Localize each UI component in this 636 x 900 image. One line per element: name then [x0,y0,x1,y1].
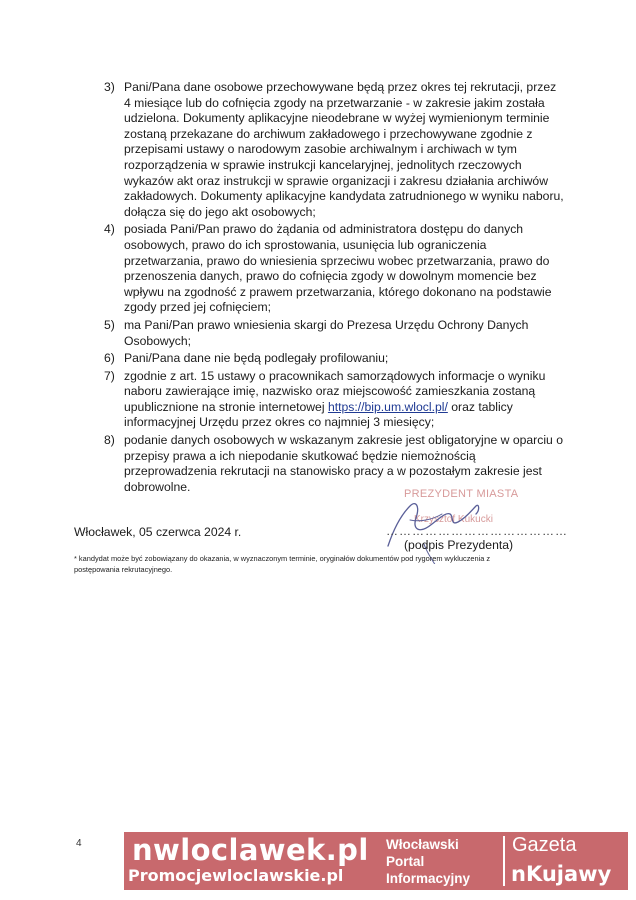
list-item [104,222,566,316]
item-number: 6) [104,351,115,366]
signature-line: …………………………………… [386,524,568,538]
item-number: 4) [104,222,115,237]
list-item [104,80,566,220]
signature-block [380,484,570,564]
footnote: * kandydat może być zobowiązany do okazania, w wyznaczonym terminie, oryginałów dokumentów pod rygorem wykluczenia z postępowania rekrutacyjnego. [74,554,491,574]
portal-line: Portal [386,854,425,869]
portal-line: Włocławski [386,837,459,852]
watermark-banner [124,832,628,890]
list-item [104,318,566,349]
item-text: podanie danych osobowych w wskazanym zakresie jest obligatoryjne w oparciu o przepisy prawa a ich niepodanie skutkować będzie niemożnością przeprowadzenia rekrutacji na stanowisko pracy a w pozostałym zakresie jest dobrowolne. [124,433,563,494]
stamp-name: Krzysztof Kukucki [414,514,493,525]
list-item [104,351,566,367]
item-number: 5) [104,317,115,332]
banner-divider [503,836,505,886]
item-number: 3) [104,80,115,94]
portal-line: Informacyjny [386,871,471,886]
item-number: 7) [104,368,115,383]
item-text: posiada Pani/Pan prawo do żądania od administratora dostępu do danych osobowych, prawo do ich sprostowania, usunięcia lub ograniczenia przetwarzania, prawo do wniesienia sprzeciwu wobec przetwarzania, prawo do przenoszenia danych, prawo do cofnięcia zgody w dowolnym momencie bez wpływu na zgodność z prawem przetwarzania, którego dokonano na podstawie zgody przed jej cofnięciem; [124,222,552,315]
banner-nkujawy: nKujawy [511,862,612,886]
rodo-clause-list [104,80,566,497]
item-text: Pani/Pana dane osobowe przechowywane będą przez okres tej rekrutacji, przez 4 miesiące lub do cofnięcia zgody na przetwarzanie - w zakresie jakim została udzielona. Dokumenty aplikacyjne nieodebrane w wyżej wymienionym terminie zostaną przekazane do archiwum zakładowego i przechowywane zgodnie z przepisami ustawy o narodowym zasobie archiwalnym i archiwach w tym rozporządzenia w sprawie instrukcji kancelaryjnej, jednolitych rzeczowych wykazów akt oraz instrukcji w sprawie organizacji i zakresu działania archiwów zakładowych. Dokumenty aplikacyjne kandydata zatrudnionego w wyniku naboru, dołącza się do jego akt osobowych; [124,80,564,219]
list-item [104,369,566,431]
item-text-after: oraz tablicy informacyjnej Urzędu przez okres co najmniej 3 miesięcy; [124,399,513,430]
page-number: 4 [76,838,82,849]
item-text: Pani/Pana dane nie będą podlegały profilowaniu; [124,351,389,366]
banner-brand: nwloclawek.pl [132,833,369,867]
banner-subtitle: Promocjewloclawskie.pl [128,866,344,885]
item-text: ma Pani/Pan prawo wniesienia skargi do Prezesa Urzędu Ochrony Danych Osobowych; [124,317,529,348]
banner-portal [386,836,470,887]
place-date: Włocławek, 05 czerwca 2024 r. [74,525,242,539]
stamp-title: PREZYDENT MIASTA [404,488,519,500]
banner-gazeta: Gazeta [512,834,577,856]
item-text-before: zgodnie z art. 15 ustawy o pracownikach samorządowych informacje o wyniku naboru zawierające imię, nazwisko oraz miejscowość zamieszkania zostaną upublicznione na stronie internetowej [124,368,546,414]
item-number: 8) [104,433,115,448]
signature-caption: (podpis Prezydenta) [404,538,514,552]
bip-link[interactable]: https://bip.um.wlocl.pl/ [327,399,448,414]
